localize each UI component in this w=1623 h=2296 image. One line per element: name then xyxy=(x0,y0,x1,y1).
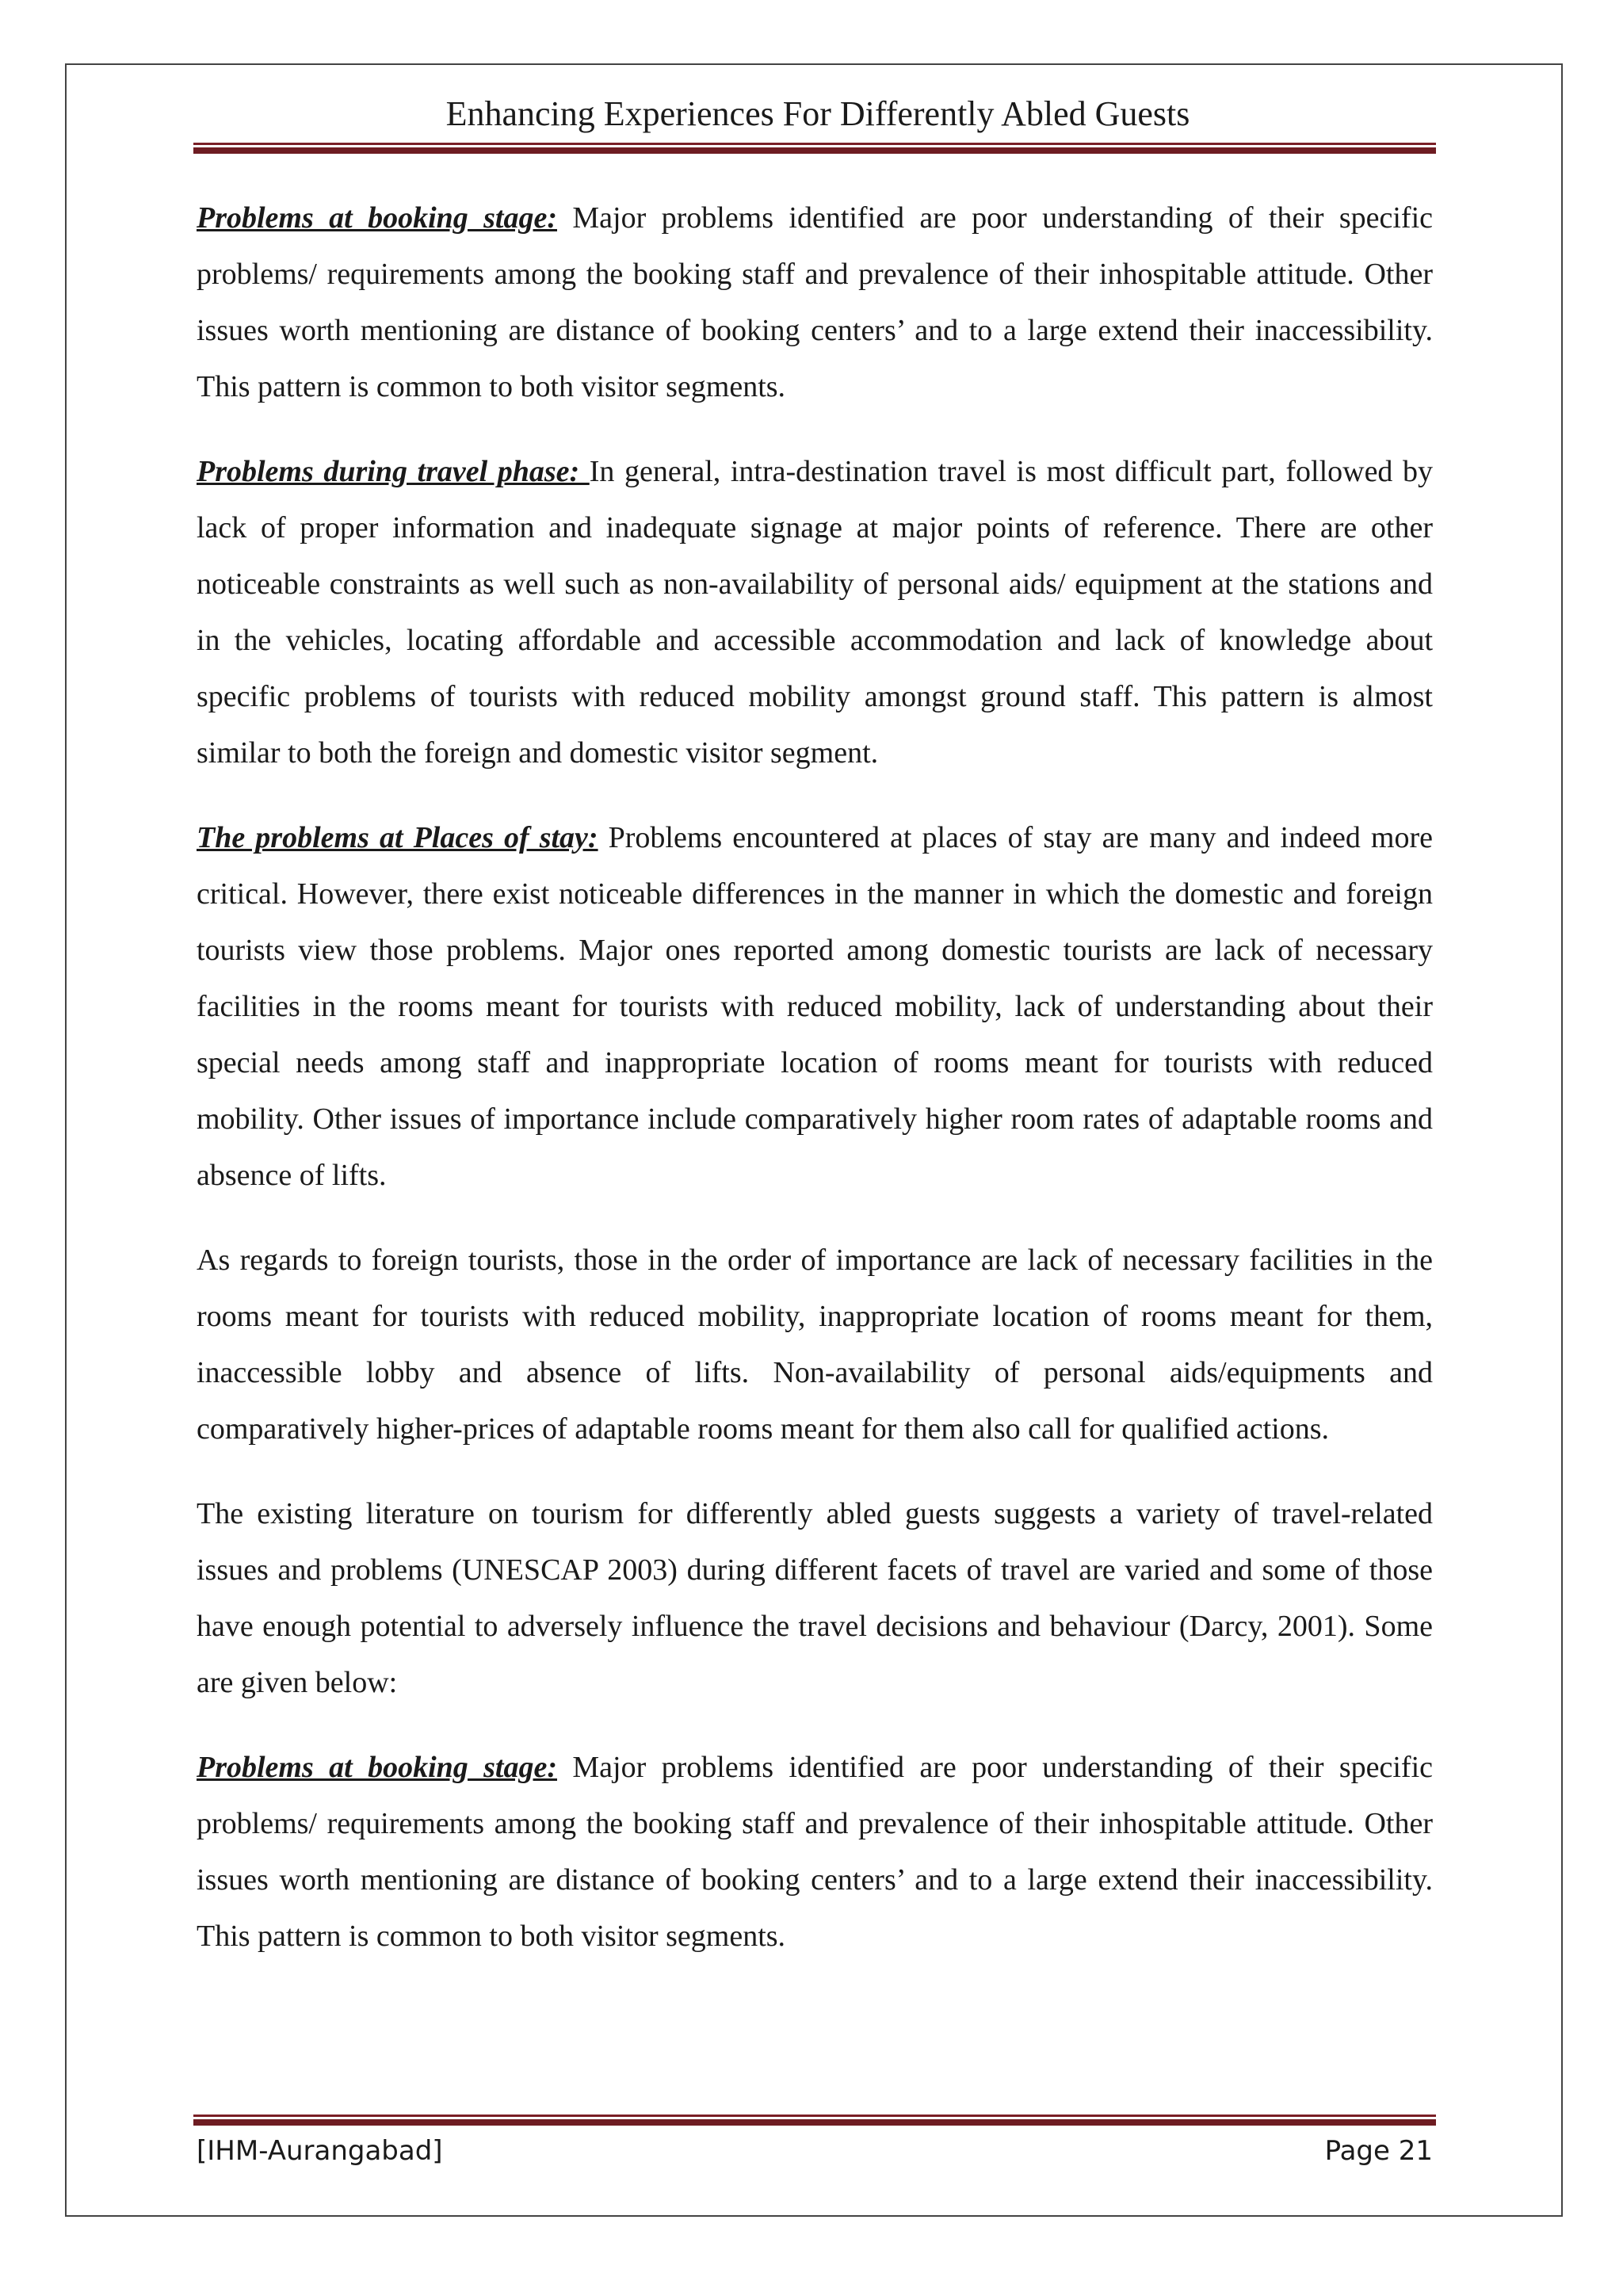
paragraph-text: The existing literature on tourism for differently abled guests suggests a variety of travel-related issues and problems (UNESCAP 2003) during different facets of travel are varied and some of those have enough potential to adversely influence the travel decisions and behaviour (Darcy, 2001). Some are given below: xyxy=(197,1497,1433,1699)
paragraph-booking-stage-repeat xyxy=(197,1740,1433,1965)
paragraph-lead: Problems at booking stage: xyxy=(197,1751,557,1784)
paragraph-text: Major problems identified are poor understanding of their specific problems/ requirements among the booking staff and prevalence of their inhospitable attitude. Other issues worth mentioning are distance of booking centers’ and to a large extend their inaccessibility. This pattern is common to both visitor segments. xyxy=(197,1751,1434,1953)
page-number: Page 21 xyxy=(1324,2135,1433,2167)
footer-rule xyxy=(193,2115,1436,2126)
paragraph-places-of-stay xyxy=(197,810,1433,1204)
paragraph-lead: The problems at Places of stay: xyxy=(197,821,598,854)
paragraph-lead: Problems at booking stage: xyxy=(197,201,557,235)
paragraph-text: As regards to foreign tourists, those in the order of importance are lack of necessary facilities in the rooms meant for tourists with reduced mobility, inappropriate location of rooms meant for them, inaccessible lobby and absence of lifts. Non-availability of personal aids/equipments and comparatively higher-prices of adaptable rooms meant for them also call for qualified actions. xyxy=(197,1244,1433,1446)
paragraph-existing-literature xyxy=(197,1486,1433,1711)
header-rule xyxy=(193,143,1436,154)
paragraph-booking-stage xyxy=(197,190,1433,415)
paragraph-travel-phase xyxy=(197,444,1433,781)
paragraph-lead: Problems during travel phase: xyxy=(197,455,590,488)
paragraph-text: Problems encountered at places of stay are many and indeed more critical. However, there exist noticeable differences in the manner in which the domestic and foreign tourists view those problems. Major ones reported among domestic tourists are lack of necessary facilities in the rooms meant for tourists with reduced mobility, lack of understanding about their special needs among staff and inappropriate location of rooms meant for tourists with reduced mobility. Other issues of importance include comparatively higher room rates of adaptable rooms and absence of lifts. xyxy=(197,821,1433,1192)
footer-institution: [IHM-Aurangabad] xyxy=(197,2135,443,2167)
paragraph-foreign-tourists xyxy=(197,1232,1433,1457)
paragraph-text: Major problems identified are poor understanding of their specific problems/ requirements among the booking staff and prevalence of their inhospitable attitude. Other issues worth mentioning are distance of booking centers’ and to a large extend their inaccessibility. This pattern is common to both visitor segments. xyxy=(197,201,1434,403)
running-header-title: Enhancing Experiences For Differently Abled Guests xyxy=(445,94,1190,133)
document-body xyxy=(197,190,1433,1993)
paragraph-text: In general, intra-destination travel is most difficult part, followed by lack of proper information and inadequate signage at major points of reference. There are other noticeable constraints as well such as non-availability of personal aids/ equipment at the stations and in the vehicles, locating affordable and accessible accommodation and lack of knowledge about specific problems of tourists with reduced mobility amongst ground staff. This pattern is almost similar to both the foreign and domestic visitor segment. xyxy=(197,455,1433,770)
